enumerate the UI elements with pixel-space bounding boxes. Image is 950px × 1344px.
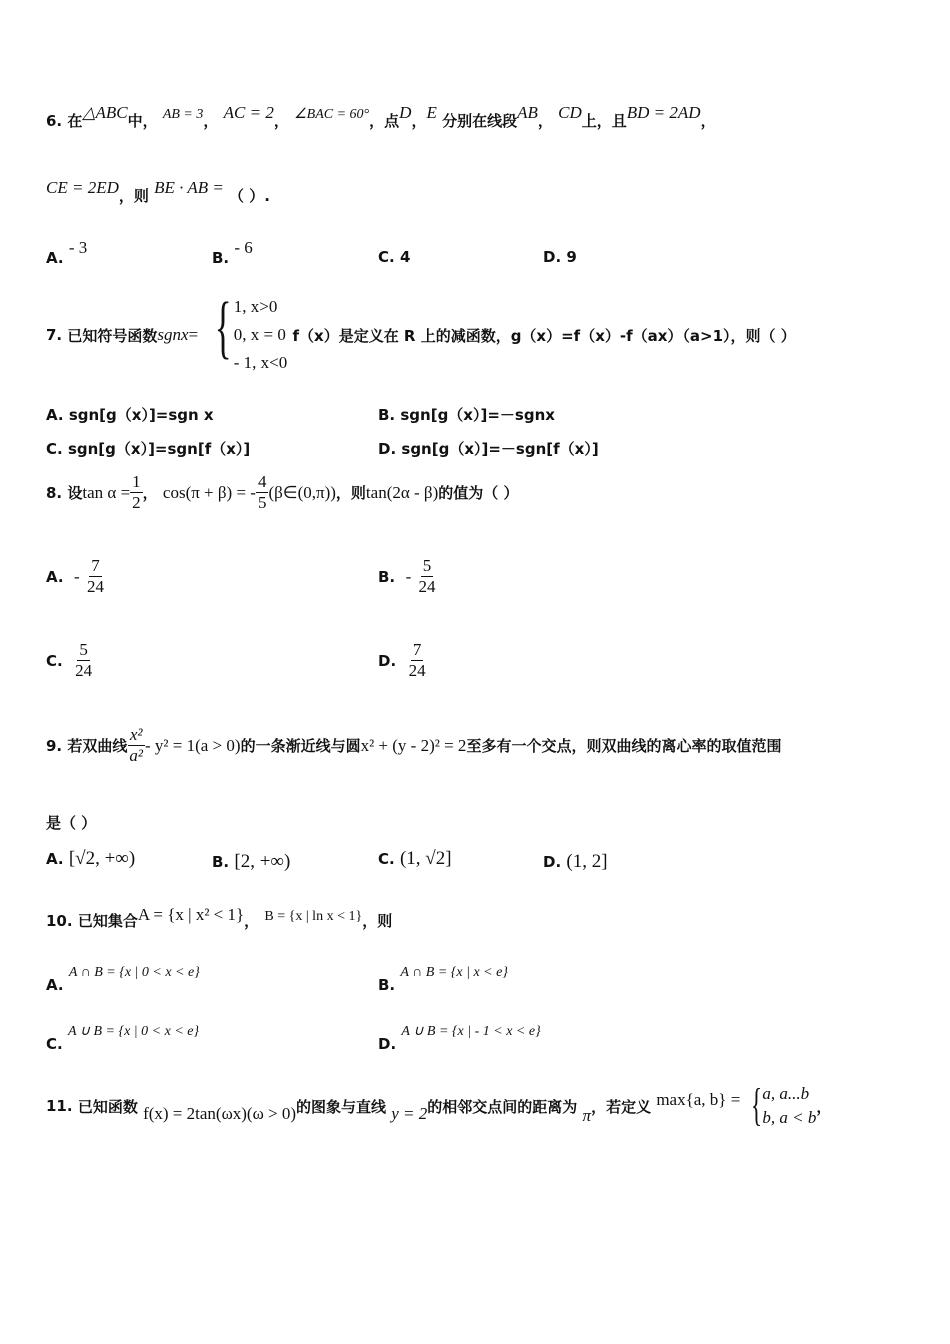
question-number: 10. <box>46 912 73 930</box>
option-c: C. (1, √2] <box>378 848 452 869</box>
option-d: D. A ∪ B = {x | - 1 < x < e} <box>378 1024 541 1053</box>
option-b: B. [2, +∞) <box>212 851 291 872</box>
option-d: D. 9 <box>543 248 577 266</box>
question-number: 11. <box>46 1097 73 1115</box>
question-number: 8. <box>46 483 63 502</box>
question-7: 7. 已知符号函数 sgnx = { 1, x>0 0, x = 0 - 1, x<0 f（x）是定义在 R 上的减函数，g（x）=f（x）-f（ax）（a>1），则（ ） <box>46 293 796 377</box>
option-a: A. - $\frac{7}{24}$ <box>46 556 104 596</box>
option-b: B. sgn[g（x）]=－sgnx <box>378 406 555 424</box>
option-c: C. 4 <box>378 248 411 266</box>
option-a: A. - 3 <box>46 238 88 267</box>
fraction: $\frac{1}{2}$ <box>132 472 141 512</box>
question-9: 9. 若双曲线 $\frac{\text{x²}}{\text{a²}}$ - y² = 1(a > 0) 的一条渐近线与圆 x² + (y - 2)² = 2 至多有一个交点，则双曲线的离心率的取值范围 <box>46 725 782 765</box>
question-10: 10. 已知集合A = {x | x² < 1}， B = {x | ln x < 1}，则 <box>46 905 393 930</box>
fraction: $\frac{\text{x²}}{\text{a²}}$ <box>129 725 143 765</box>
option-b: B. - $\frac{5}{24}$ <box>378 556 436 596</box>
question-11: 11. 已知函数 f(x) = 2tan(ωx)(ω > 0) 的图象与直线 y = 2 的相邻交点间的距离为 π ，若定义 max{a, b} = { a, a...b b, a < b ， <box>46 1079 832 1130</box>
option-a: A. A ∩ B = {x | 0 < x < e} <box>46 965 200 994</box>
option-d: D. (1, 2] <box>543 851 608 872</box>
question-number: 7. <box>46 326 63 344</box>
question-6-line-2: CE = 2ED，则 BE · AB = （ ）. <box>46 178 270 205</box>
option-c: C. sgn[g（x）]=sgn[f（x）] <box>46 440 251 458</box>
piecewise-cases: { a, a...b b, a < b <box>751 1079 817 1130</box>
piecewise-cases: { 1, x>0 0, x = 0 - 1, x<0 <box>214 289 288 372</box>
option-a: A. sgn[g（x）]=sgn x <box>46 406 214 424</box>
option-c: C. A ∪ B = {x | 0 < x < e} <box>46 1024 200 1053</box>
question-8: 8. 设 tan α = $\frac{1}{2}$ ， cos(π + β) = - $\frac{4}{5}$ (β∈(0,π)) ，则 tan(2α - β) 的值为（ ） <box>46 472 519 512</box>
question-9-line-2: 是（ ） <box>46 814 97 832</box>
option-d: D. sgn[g（x）]=－sgn[f（x）] <box>378 440 599 458</box>
fraction: $\frac{4}{5}$ <box>257 472 267 512</box>
option-d: D. $\frac{7}{24}$ <box>378 640 426 680</box>
question-number: 6. <box>46 112 63 130</box>
question-number: 9. <box>46 736 63 755</box>
option-c: C. $\frac{5}{24}$ <box>46 640 93 680</box>
option-b: B. A ∩ B = {x | x < e} <box>378 965 508 994</box>
option-b: B. - 6 <box>212 238 253 267</box>
option-a: A. [√2, +∞) <box>46 848 136 869</box>
question-6-line-1: 6. 在△ABC中， AB = 3， AC = 2， ∠BAC = 60°，点D，E 分别在线段AB， CD上，且BD = 2AD， <box>46 103 716 130</box>
